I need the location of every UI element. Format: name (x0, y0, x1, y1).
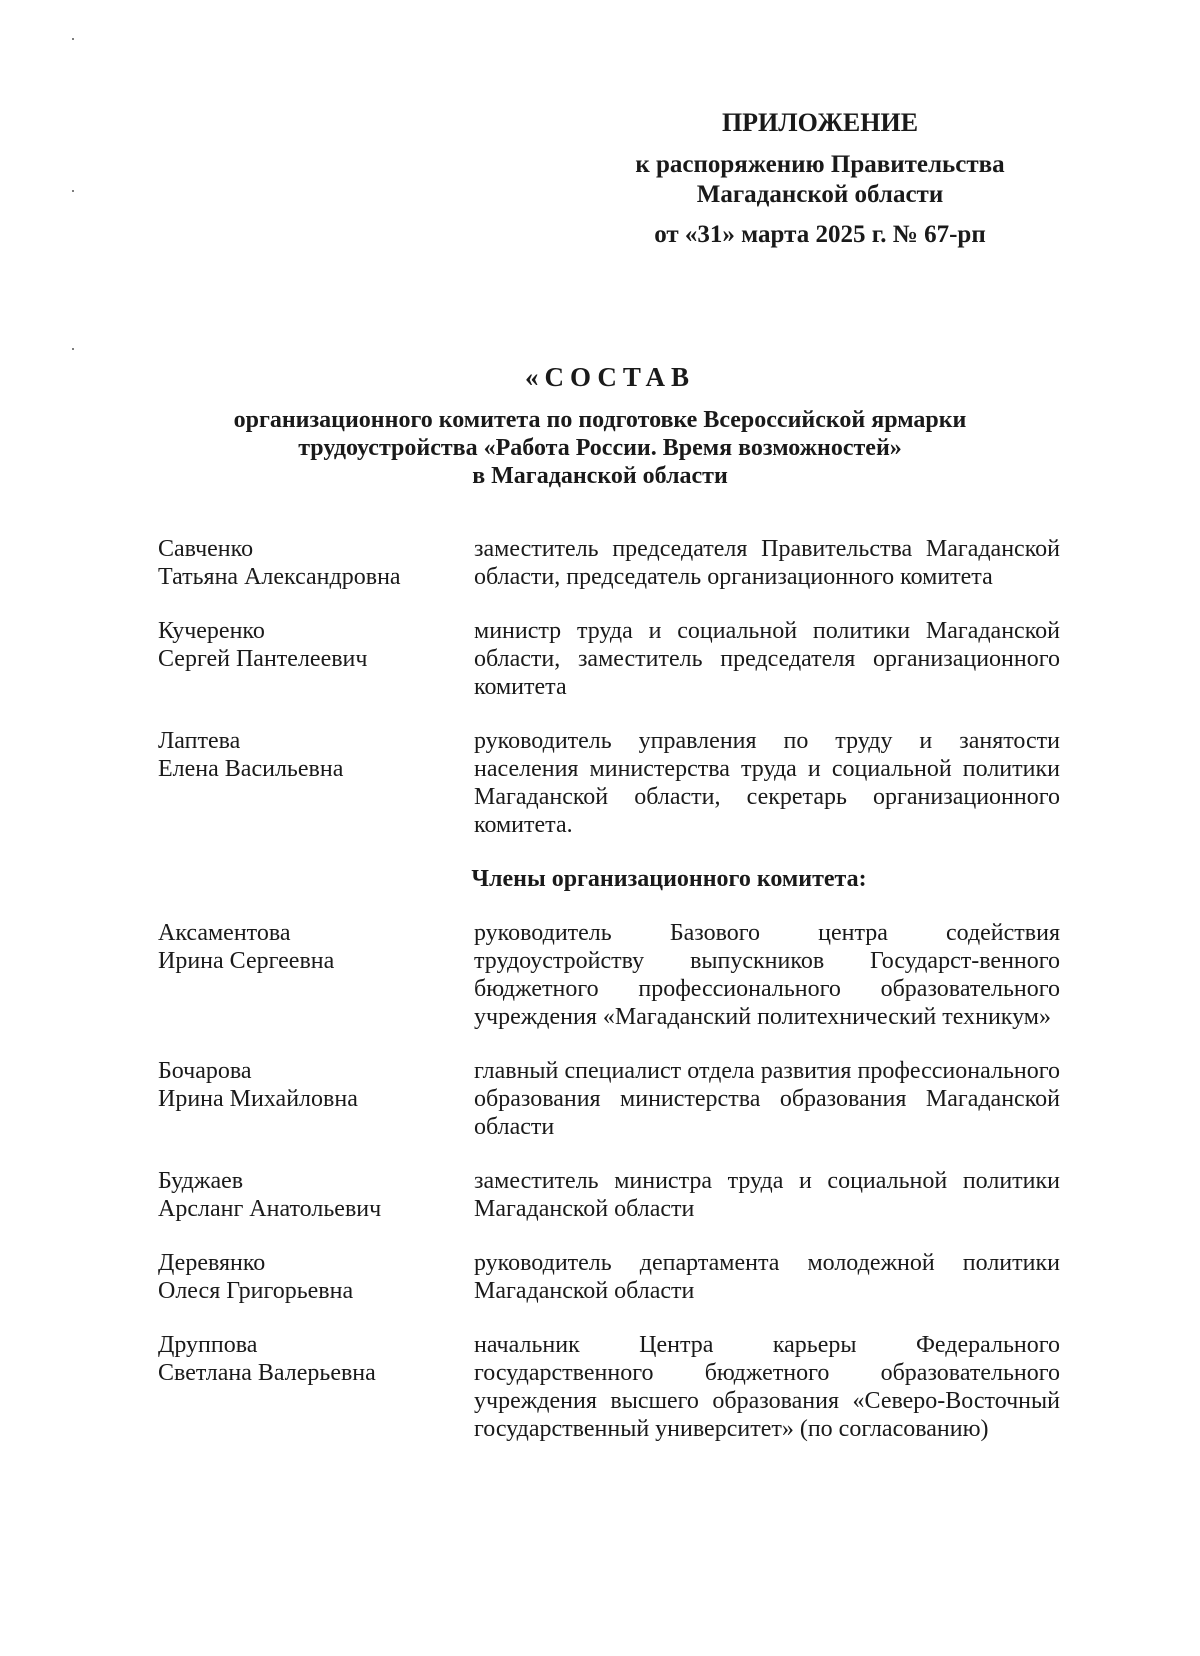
member-name: Кучеренко Сергей Пантелеевич (158, 618, 368, 672)
member-role: заместитель министра труда и социальной политики Магаданской области (474, 1168, 1060, 1222)
member-name: Друппова Светлана Валерьевна (158, 1332, 376, 1386)
scan-speck (72, 348, 74, 350)
appendix-block (600, 108, 1040, 250)
member-name: Савченко Татьяна Александровна (158, 536, 401, 590)
appendix-line-1: к распоряжению Правительства (635, 151, 1005, 178)
list-item (158, 617, 1060, 701)
members-section-title: Члены организационного комитета: (471, 866, 867, 892)
list-item (158, 727, 1060, 839)
list-item (158, 1331, 1060, 1443)
committee-list (158, 535, 1060, 1443)
list-item (158, 1057, 1060, 1141)
member-role: министр труда и социальной политики Магаданской области, заместитель председателя организационного комитета (474, 618, 1060, 700)
list-item (158, 1249, 1060, 1305)
member-role: руководитель Базового центра содействия трудоустройству выпускников Государст-венного бюджетного профессионального образовательного учреждения «Магаданский политехнический техникум» (474, 920, 1060, 1030)
heading-subtitle-3: в Магаданской области (472, 463, 728, 489)
list-item (158, 535, 1060, 591)
heading-title: «СОСТАВ (525, 362, 695, 392)
member-name: Буджаев Арсланг Анатольевич (158, 1168, 382, 1222)
member-role: руководитель департамента молодежной политики Магаданской области (474, 1250, 1060, 1304)
member-name: Аксаментова Ирина Сергеевна (158, 920, 335, 974)
list-item (158, 919, 1060, 1031)
heading-subtitle-2: трудоустройства «Работа России. Время возможностей» (298, 435, 902, 461)
member-name: Лаптева Елена Васильевна (158, 728, 344, 782)
scan-speck (72, 38, 74, 40)
member-role: руководитель управления по труду и занятости населения министерства труда и социальной политики Магаданской области, секретарь организационного комитета. (474, 728, 1060, 838)
list-item (158, 1167, 1060, 1223)
member-role: заместитель председателя Правительства Магаданской области, председатель организационного комитета (474, 536, 1060, 590)
appendix-line-2: Магаданской области (696, 181, 944, 208)
member-role: главный специалист отдела развития профессионального образования министерства образования Магаданской области (474, 1058, 1060, 1140)
member-name: Деревянко Олеся Григорьевна (158, 1250, 354, 1304)
member-name: Бочарова Ирина Михайловна (158, 1058, 358, 1112)
member-role: начальник Центра карьеры Федерального государственного бюджетного образовательного учреждения высшего образования «Северо-Восточный государственный университет» (по согласованию) (474, 1332, 1060, 1442)
heading-subtitle-1: организационного комитета по подготовке Всероссийской ярмарки (233, 407, 967, 433)
scan-speck (72, 190, 74, 192)
document-heading (150, 360, 1050, 490)
appendix-date-number: от «31» марта 2025 г. № 67-рп (654, 221, 986, 248)
appendix-title: ПРИЛОЖЕНИЕ (721, 108, 919, 137)
